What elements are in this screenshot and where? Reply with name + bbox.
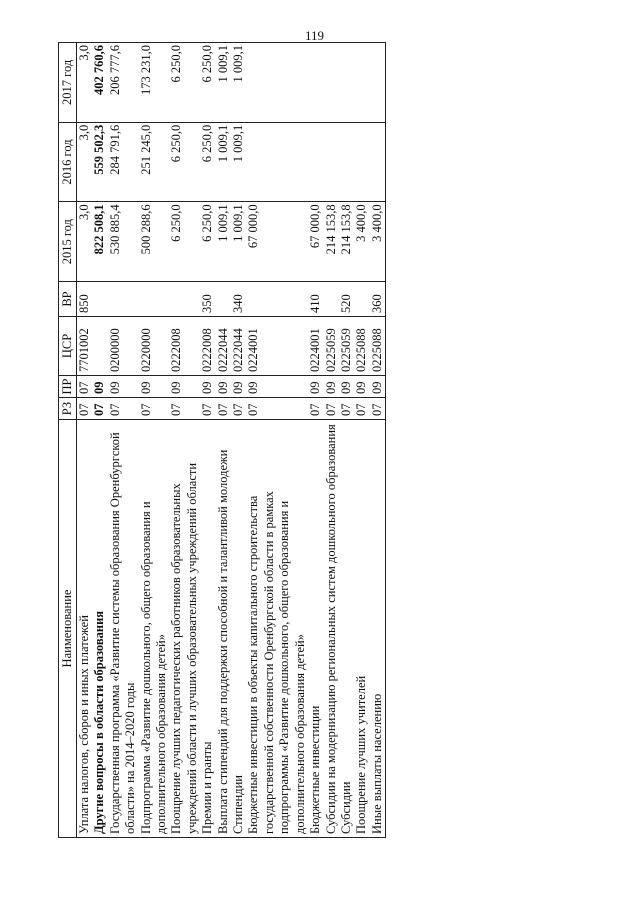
cell-rz: 07 [231,398,246,420]
cell-name: Подпрограмма «Развитие дошкольного, общего образования и дополнительного образования детей» [139,420,170,838]
cell-pr: 09 [92,376,107,398]
cell-csr: 0222044 [231,317,246,376]
table-row [77,43,93,838]
cell-rz: 07 [324,398,339,420]
header-2015: 2015 год [59,202,77,282]
cell-vr: 410 [308,282,323,317]
cell-vr [169,282,200,317]
table-row [216,43,231,838]
cell-y2016: 1 009,1 [216,122,231,202]
header-vr: ВР [59,282,77,317]
cell-rz: 07 [246,398,308,420]
header-2017: 2017 год [59,43,77,123]
cell-y2017: 1 009,1 [216,43,231,123]
cell-rz: 07 [308,398,323,420]
cell-rz: 07 [77,398,93,420]
cell-y2017 [324,43,339,123]
cell-rz: 07 [354,398,369,420]
table-row [231,43,246,838]
cell-vr [354,282,369,317]
table-row [200,43,215,838]
cell-csr [92,317,107,376]
cell-name: Выплата стипендий для поддержки способной и талантливой молодежи [216,420,231,838]
header-row [59,43,77,838]
cell-rz: 07 [339,398,354,420]
table-row [108,43,139,838]
cell-y2017: 402 760,6 [92,43,107,123]
cell-csr: 0225059 [324,317,339,376]
cell-y2017 [308,43,323,123]
header-csr: ЦСР [59,317,77,376]
cell-pr: 09 [216,376,231,398]
cell-name: Субсидии на модернизацию региональных систем дошкольного образования [324,420,339,838]
cell-y2015: 214 153,8 [324,202,339,282]
cell-vr [92,282,107,317]
cell-csr: 0220000 [139,317,170,376]
cell-vr [108,282,139,317]
table-body [77,43,386,838]
cell-y2015: 822 508,1 [92,202,107,282]
cell-y2017 [246,43,308,123]
cell-y2017 [339,43,354,123]
cell-y2015: 214 153,8 [339,202,354,282]
cell-pr: 09 [324,376,339,398]
cell-vr [139,282,170,317]
cell-y2016: 251 245,0 [139,122,170,202]
cell-y2015: 3,0 [77,202,93,282]
cell-y2016 [339,122,354,202]
cell-vr: 850 [77,282,93,317]
cell-pr: 09 [354,376,369,398]
cell-y2016 [354,122,369,202]
cell-pr: 09 [108,376,139,398]
cell-y2016 [324,122,339,202]
table-row [354,43,369,838]
header-2016: 2016 год [59,122,77,202]
cell-y2017: 6 250,0 [200,43,215,123]
cell-y2015: 1 009,1 [216,202,231,282]
cell-pr: 09 [246,376,308,398]
cell-rz: 07 [216,398,231,420]
cell-y2015: 67 000,0 [308,202,323,282]
cell-y2016: 3,0 [77,122,93,202]
table-row [339,43,354,838]
table-row [139,43,170,838]
cell-csr: 0222008 [200,317,215,376]
cell-pr: 09 [139,376,170,398]
cell-y2015: 500 288,6 [139,202,170,282]
cell-name: Стипендии [231,420,246,838]
cell-name: Уплата налогов, сборов и иных платежей [77,420,93,838]
cell-pr: 09 [169,376,200,398]
cell-y2016 [246,122,308,202]
table-row [92,43,107,838]
cell-y2015: 67 000,0 [246,202,308,282]
cell-pr: 07 [77,376,93,398]
cell-name: Государственная программа «Развитие системы образования Оренбургской области» на 2014–2020 годы [108,420,139,838]
rotated-table-wrapper [58,43,640,838]
cell-name: Поощрение лучших педагогических работников образовательных учреждений области и лучших образовательных учреждений области [169,420,200,838]
cell-y2017 [354,43,369,123]
cell-csr: 0224001 [308,317,323,376]
budget-table [58,42,386,838]
cell-csr: 0225088 [370,317,386,376]
cell-y2016: 284 791,6 [108,122,139,202]
cell-y2016 [308,122,323,202]
cell-y2015: 1 009,1 [231,202,246,282]
cell-csr: 0222044 [216,317,231,376]
cell-pr: 09 [308,376,323,398]
cell-name: Поощрение лучших учителей [354,420,369,838]
cell-y2017: 173 231,0 [139,43,170,123]
cell-name: Другие вопросы в области образования [92,420,107,838]
cell-y2016: 559 502,3 [92,122,107,202]
cell-pr: 09 [200,376,215,398]
table-row [169,43,200,838]
cell-csr: 0225059 [339,317,354,376]
table-row [308,43,323,838]
table-row [246,43,308,838]
cell-pr: 09 [339,376,354,398]
cell-y2017: 206 777,6 [108,43,139,123]
cell-rz: 07 [169,398,200,420]
cell-csr: 0222008 [169,317,200,376]
cell-rz: 07 [370,398,386,420]
cell-name: Бюджетные инвестиции в объекты капитального строительства государственной собственности Оренбургской области в рамках подпрограммы «Развитие дошкольного, общего образования и дополнительного образования детей» [246,420,308,838]
cell-y2017: 6 250,0 [169,43,200,123]
cell-y2015: 3 400,0 [370,202,386,282]
header-pr: ПР [59,376,77,398]
cell-vr: 360 [370,282,386,317]
header-rz: РЗ [59,398,77,420]
cell-y2016: 6 250,0 [169,122,200,202]
cell-vr: 350 [200,282,215,317]
cell-y2016: 1 009,1 [231,122,246,202]
header-name: Наименование [59,420,77,838]
cell-csr: 7701002 [77,317,93,376]
cell-csr: 0200000 [108,317,139,376]
cell-y2016 [370,122,386,202]
cell-rz: 07 [108,398,139,420]
cell-y2017: 1 009,1 [231,43,246,123]
cell-y2017: 3,0 [77,43,93,123]
cell-name: Иные выплаты населению [370,420,386,838]
cell-rz: 07 [200,398,215,420]
cell-name: Бюджетные инвестиции [308,420,323,838]
cell-rz: 07 [139,398,170,420]
cell-pr: 09 [370,376,386,398]
cell-csr: 0225088 [354,317,369,376]
cell-y2015: 530 885,4 [108,202,139,282]
page-number: 119 [305,28,325,43]
cell-csr: 0224001 [246,317,308,376]
table-row [370,43,386,838]
cell-rz: 07 [92,398,107,420]
cell-y2015: 6 250,0 [169,202,200,282]
cell-vr [216,282,231,317]
cell-vr [246,282,308,317]
cell-y2017 [370,43,386,123]
cell-y2015: 6 250,0 [200,202,215,282]
cell-name: Субсидии [339,420,354,838]
cell-pr: 09 [231,376,246,398]
cell-y2016: 6 250,0 [200,122,215,202]
cell-vr: 520 [339,282,354,317]
cell-vr: 340 [231,282,246,317]
cell-vr [324,282,339,317]
table-row [324,43,339,838]
cell-y2015: 3 400,0 [354,202,369,282]
cell-name: Премии и гранты [200,420,215,838]
